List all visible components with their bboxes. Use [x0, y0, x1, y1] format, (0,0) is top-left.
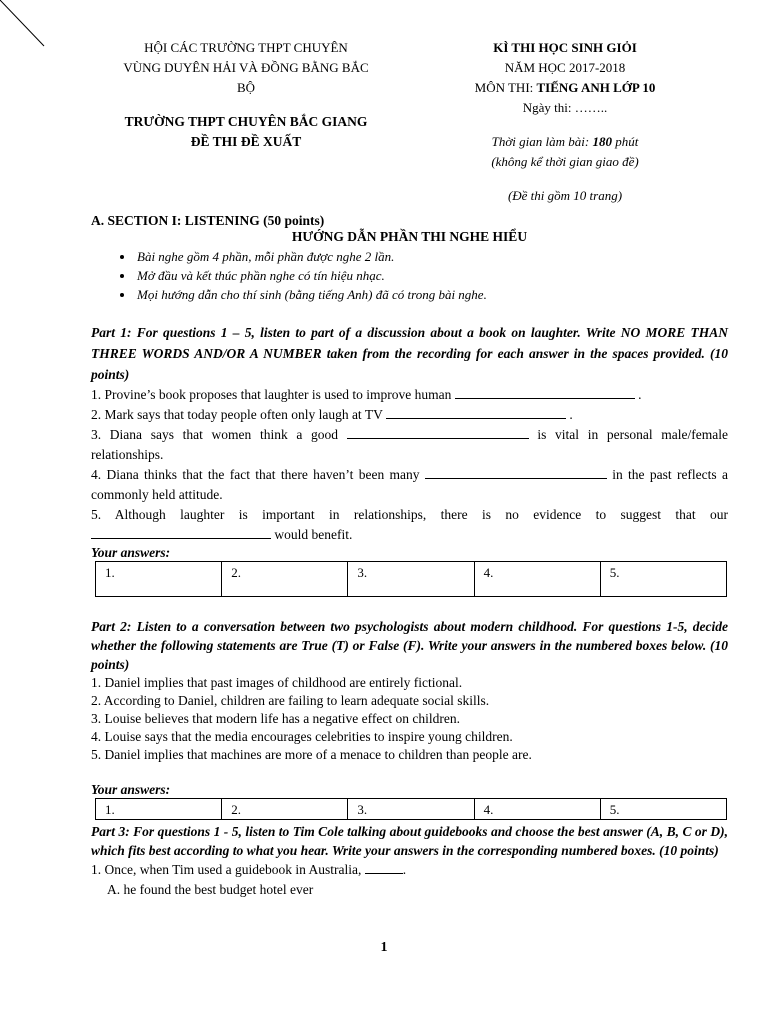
answer-box-5[interactable]: 5. — [600, 799, 726, 820]
question-text: is vital in personal male/female relationships. — [91, 427, 728, 462]
part2-answer-table — [95, 798, 727, 820]
answer-box-4[interactable]: 4. — [474, 562, 600, 597]
question-text: . — [565, 407, 573, 422]
question-text: 2. Mark says that today people often only laugh at TV — [91, 407, 386, 422]
question-text: 4. Diana thinks that the fact that there haven’t been many — [91, 467, 425, 482]
subject-line — [450, 78, 680, 98]
association-line-2: VÙNG DUYÊN HẢI VÀ ĐỒNG BẰNG BẮC — [123, 60, 369, 75]
guide-note: • Mọi hướng dẫn cho thí sinh (bằng tiếng Anh) đã có trong bài nghe. — [135, 285, 728, 304]
part1-question-2 — [91, 405, 728, 425]
time-unit: phút — [611, 134, 639, 149]
answer-box-4[interactable]: 4. — [474, 799, 600, 820]
header-right — [450, 38, 680, 206]
school-year: NĂM HỌC 2017-2018 — [504, 60, 626, 75]
question-text: . — [634, 387, 642, 402]
answer-blank[interactable] — [347, 425, 529, 439]
subject-name: TIẾNG ANH LỚP 10 — [536, 80, 656, 95]
answer-box-1[interactable]: 1. — [96, 799, 222, 820]
answer-blank[interactable] — [455, 385, 635, 399]
exam-content — [91, 211, 728, 900]
part1-question-3 — [91, 425, 728, 465]
guide-note: • Bài nghe gồm 4 phần, mỗi phần được nghe 2 lần. — [135, 247, 728, 266]
part3-question-1 — [91, 860, 728, 880]
part2-question: 2. According to Daniel, children are failing to learn adequate social skills. — [91, 693, 490, 708]
answer-box-3[interactable]: 3. — [348, 562, 474, 597]
question-text: in the past reflects a commonly held attitude. — [91, 467, 728, 502]
part3-heading: Part 3: For questions 1 - 5, listen to Tim Cole talking about guidebooks and choose the best answer (A, B, C or D), which fits best according to what you hear. Write your answers in the corresponding numbered boxes. (10 points) — [91, 824, 728, 858]
header-left — [96, 38, 396, 152]
question-text: 1. Once, when Tim used a guidebook in Australia, — [91, 862, 365, 877]
time-line — [450, 132, 680, 152]
time-label: Thời gian làm bài: — [491, 134, 593, 149]
part1-answers-label: Your answers: — [91, 545, 171, 560]
part1-answer-table — [95, 561, 727, 597]
pages-note: (Đề thi gồm 10 trang) — [507, 188, 623, 203]
corner-fold-line — [0, 0, 50, 50]
association-line-3: BỘ — [236, 80, 256, 95]
part3-option-a: A. he found the best budget hotel ever — [107, 882, 314, 897]
guide-note: • Mở đầu và kết thúc phần nghe có tín hiệu nhạc. — [135, 266, 728, 285]
time-value: 180 — [592, 134, 612, 149]
answer-box-3[interactable]: 3. — [348, 799, 474, 820]
part2-answers-label: Your answers: — [91, 782, 171, 797]
page-number: 1 — [380, 940, 388, 955]
answer-box-2[interactable]: 2. — [222, 799, 348, 820]
question-text: 3. Diana says that women think a good — [91, 427, 347, 442]
part2-question: 1. Daniel implies that past images of childhood are entirely fictional. — [91, 675, 463, 690]
exam-type: ĐỀ THI ĐỀ XUẤT — [190, 134, 302, 149]
exam-title: KÌ THI HỌC SINH GIỎI — [493, 40, 637, 55]
answer-blank[interactable] — [425, 465, 607, 479]
question-text: 1. Provine’s book proposes that laughter is used to improve human — [91, 387, 455, 402]
subject-label: MÔN THI: — [474, 80, 537, 95]
association-line-1: HỘI CÁC TRƯỜNG THPT CHUYÊN — [144, 40, 348, 55]
school-name: TRƯỜNG THPT CHUYÊN BẮC GIANG — [124, 114, 368, 129]
answer-box-5[interactable]: 5. — [600, 562, 726, 597]
part1-question-1 — [91, 385, 728, 405]
question-text: . — [402, 862, 407, 877]
part2-question: 4. Louise says that the media encourages celebrities to inspire young children. — [91, 729, 513, 744]
section-title: A. SECTION I: LISTENING (50 points) — [91, 213, 325, 228]
time-note: (không kể thời gian giao đề) — [491, 154, 639, 169]
answer-blank[interactable] — [386, 405, 566, 419]
part1-question-5 — [91, 505, 728, 545]
part2-question: 3. Louise believes that modern life has a negative effect on children. — [91, 711, 460, 726]
guide-title: HƯỚNG DẪN PHẦN THI NGHE HIỂU — [291, 229, 528, 244]
question-text: 5. Although laughter is important in relationships, there is no evidence to suggest that our — [91, 507, 728, 522]
exam-date: Ngày thi: …….. — [522, 100, 608, 115]
answer-box-1[interactable]: 1. — [96, 562, 222, 597]
guide-notes — [91, 247, 728, 304]
part2-heading: Part 2: Listen to a conversation between two psychologists about modern childhood. For questions 1-5, decide whether the following statements are True (T) or False (F). Write your answers in the numbered boxes below. (10 points) — [91, 619, 728, 672]
part1-question-4 — [91, 465, 728, 505]
answer-box-2[interactable]: 2. — [222, 562, 348, 597]
question-text: would benefit. — [271, 527, 353, 542]
answer-blank[interactable] — [91, 525, 271, 539]
part2-question: 5. Daniel implies that machines are more of a menace to children than people are. — [91, 747, 532, 762]
part1-heading: Part 1: For questions 1 – 5, listen to part of a discussion about a book on laughter. Write NO MORE THAN THREE WORDS AND/OR A NUMBER taken from the recording for each answer in the spaces provided. (10 points) — [91, 325, 728, 382]
answer-blank[interactable] — [365, 860, 403, 874]
